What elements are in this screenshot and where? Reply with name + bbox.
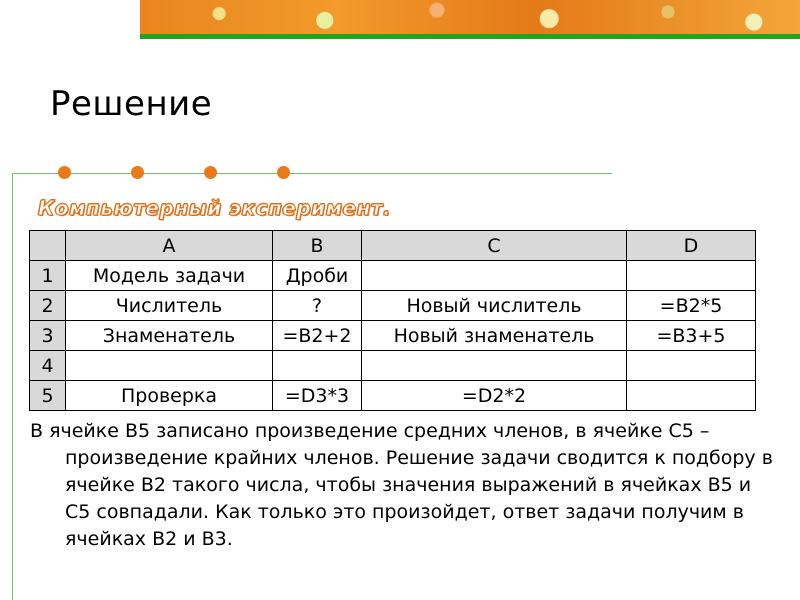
- table-row: [30, 291, 756, 321]
- frame-line-top: [12, 173, 612, 174]
- cell-c3: Новый знаменатель: [362, 321, 627, 351]
- spreadsheet-table: [29, 230, 756, 411]
- column-header-row: [30, 231, 756, 261]
- column-header-a: A: [66, 231, 273, 261]
- slide-subtitle: Компьютерный эксперимент.: [38, 196, 392, 220]
- table-row: [30, 261, 756, 291]
- banner-divider: [140, 34, 800, 39]
- row-number: 5: [30, 381, 66, 411]
- cell-c5: =D2*2: [362, 381, 627, 411]
- corner-cell: [30, 231, 66, 261]
- cell-d1: [627, 261, 756, 291]
- table-row: [30, 351, 756, 381]
- bullet-dot-icon: [204, 166, 217, 179]
- decorative-banner: [140, 0, 800, 34]
- row-number: 2: [30, 291, 66, 321]
- explanation-text: В ячейке В5 записано произведение средних членов, в ячейке С5 – произведение крайних членов. Решение задачи сводится к подбору в ячейке В2 такого числа, чтобы значения выражений в ячейках В5 и С5 совпадали. Как только это произойдет, ответ задачи получим в ячейках В2 и В3.: [30, 420, 773, 550]
- column-header-b: B: [273, 231, 362, 261]
- table-row: [30, 381, 756, 411]
- cell-d3: =B3+5: [627, 321, 756, 351]
- cell-b3: =B2+2: [273, 321, 362, 351]
- cell-d5: [627, 381, 756, 411]
- cell-a3: Знаменатель: [66, 321, 273, 351]
- cell-a5: Проверка: [66, 381, 273, 411]
- slide-title: Решение: [50, 84, 213, 124]
- cell-b4: [273, 351, 362, 381]
- cell-c4: [362, 351, 627, 381]
- cell-a2: Числитель: [66, 291, 273, 321]
- cell-d4: [627, 351, 756, 381]
- cell-c2: Новый числитель: [362, 291, 627, 321]
- cell-b1: Дроби: [273, 261, 362, 291]
- bullet-dot-icon: [58, 166, 71, 179]
- cell-a4: [66, 351, 273, 381]
- row-number: 1: [30, 261, 66, 291]
- table-row: [30, 321, 756, 351]
- cell-b2: ?: [273, 291, 362, 321]
- cell-c1: [362, 261, 627, 291]
- bullet-dot-icon: [277, 166, 290, 179]
- cell-a1: Модель задачи: [66, 261, 273, 291]
- column-header-c: C: [362, 231, 627, 261]
- cell-b5: =D3*3: [273, 381, 362, 411]
- frame-line-left: [12, 173, 13, 600]
- bullet-dot-icon: [131, 166, 144, 179]
- row-number: 4: [30, 351, 66, 381]
- cell-d2: =B2*5: [627, 291, 756, 321]
- row-number: 3: [30, 321, 66, 351]
- column-header-d: D: [627, 231, 756, 261]
